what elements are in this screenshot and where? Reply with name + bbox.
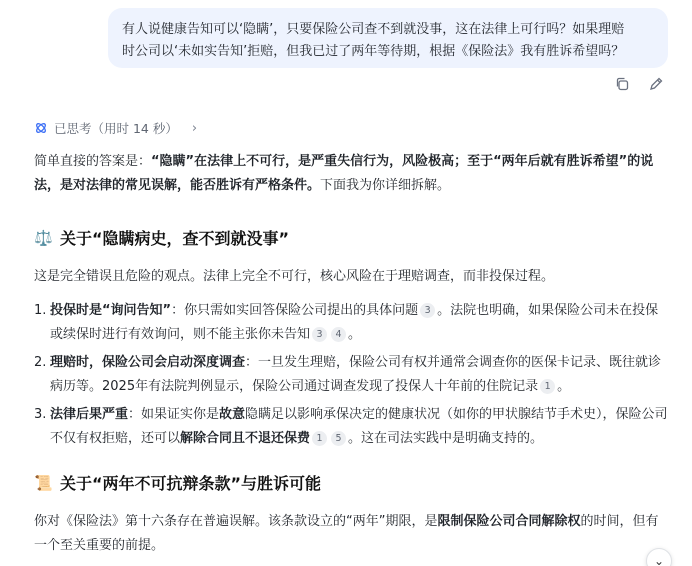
- citation-badge[interactable]: 5: [331, 431, 346, 446]
- intro-text: 简单直接的答案是：: [34, 154, 152, 169]
- scales-icon: ⚖️: [34, 228, 53, 247]
- thought-label: 已思考（用时 14 秒）: [54, 121, 178, 136]
- copy-icon[interactable]: [614, 76, 630, 92]
- list-item-text: 。: [348, 327, 362, 342]
- section-1-heading: [34, 226, 668, 249]
- answer-content: [34, 150, 668, 558]
- intro-paragraph: [34, 150, 668, 198]
- list-item-bold: 法律后果严重: [50, 407, 129, 422]
- user-message-line-2: 时公司以‘未如实告知’拒赔，但我已过了两年等待期，根据《保险法》我有胜诉希望吗？: [122, 44, 625, 59]
- section-1-lead: 这是完全错误且危险的观点。法律上完全不可行，核心风险在于理赔调查，而非投保过程。: [34, 269, 555, 284]
- citation-badge[interactable]: 3: [312, 327, 327, 342]
- list-item-text: ：如果证实你是: [128, 407, 220, 422]
- list-item: [34, 299, 668, 347]
- citation-badge[interactable]: 4: [331, 327, 346, 342]
- list-item-text: ：你只需如实回答保险公司提出的具体问题: [171, 303, 419, 318]
- list-item-text: 。: [557, 379, 571, 394]
- scroll-icon: 📜: [34, 473, 53, 492]
- user-message-bubble: [108, 8, 668, 68]
- section-2-text: 你对《保险法》第十六条存在普遍误解。该条款设立的“两年”期限，是: [34, 514, 438, 529]
- section-2-text-2: 的时间，但有一个至关重要的前提。: [34, 514, 659, 553]
- list-item-bold: 解除合同且不退还保费: [180, 431, 311, 446]
- scroll-down-button[interactable]: [646, 548, 672, 566]
- section-2-title: 关于“两年不可抗辩条款”与胜诉可能: [60, 474, 322, 493]
- citation-badge[interactable]: 1: [312, 431, 327, 446]
- list-item-text: 隐瞒足以影响承保决定的健康状况（如你的甲状腺结节手术史），保险公司不仅有权拒赔，还可以: [50, 407, 668, 446]
- list-number: 1.: [34, 303, 47, 318]
- list-item-text: 。这在司法实践中是明确支持的。: [348, 431, 544, 446]
- list-item: [34, 351, 668, 399]
- edit-icon[interactable]: [648, 76, 664, 92]
- list-number: 3.: [34, 407, 47, 422]
- chevron-right-icon: ›: [191, 120, 198, 136]
- section-1-title: 关于“隐瞒病史，查不到就没事”: [60, 229, 290, 248]
- citation-badge[interactable]: 1: [540, 379, 555, 394]
- section-2-paragraph: [34, 510, 668, 558]
- message-actions: [614, 76, 664, 92]
- list-item-text: 。法院也明确，如果保险公司未在投保或续保时进行有效询问，则不能主张你未告知: [50, 303, 659, 342]
- user-message-line-1: 有人说健康告知可以‘隐瞒’，只要保险公司查不到就没事，这在法律上可行吗？如果理赔: [122, 22, 625, 37]
- list-item-bold: 理赔时，保险公司会启动深度调查: [50, 355, 246, 370]
- section-2-heading: [34, 471, 668, 494]
- list-item: [34, 403, 668, 451]
- citation-badge[interactable]: 3: [420, 303, 435, 318]
- thinking-icon: [34, 121, 48, 135]
- list-item-bold: 故意: [219, 407, 246, 422]
- thought-summary[interactable]: [34, 117, 197, 139]
- list-item-text: ：一旦发生理赔，保险公司有权并通常会调查你的医保卡记录、既往就诊病历等。2025年有法院判例显示，保险公司通过调查发现了投保人十年前的住院记录: [50, 355, 662, 394]
- intro-text-2: 下面我为你详细拆解。: [320, 178, 451, 193]
- list-item-bold: 投保时是“询问告知”: [50, 303, 172, 318]
- chevron-down-icon: ⌄: [653, 554, 665, 566]
- list-number: 2.: [34, 355, 47, 370]
- section-1-list: [34, 299, 668, 451]
- section-2-bold: 限制保险公司合同解除权: [437, 514, 581, 529]
- intro-bold: “隐瞒”在法律上不可行，是严重失信行为，风险极高；至于“两年后就有胜诉希望”的说法，是对法律的常见误解，能否胜诉有严格条件。: [34, 154, 654, 193]
